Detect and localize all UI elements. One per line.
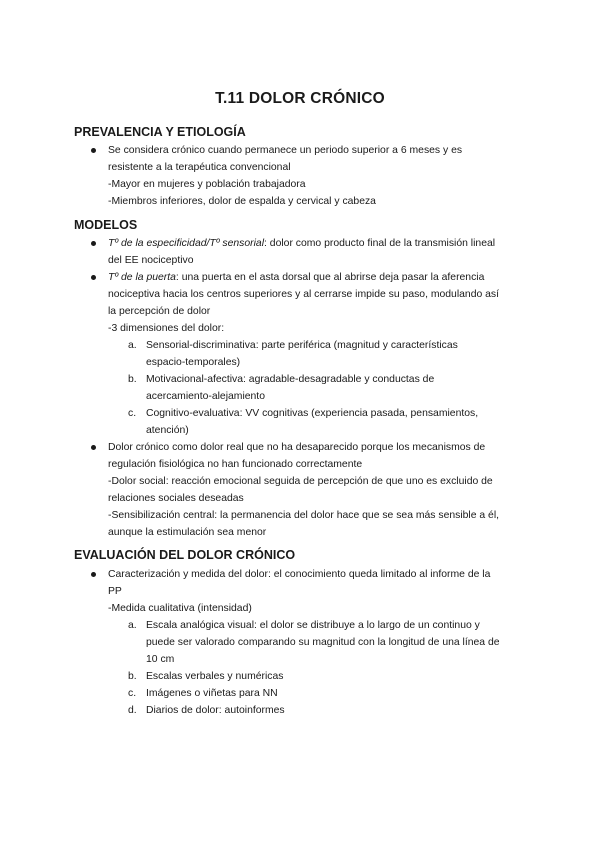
bullet-dolor-cronico: Dolor crónico como dolor real que no ha desaparecido porque los mecanismos de — [108, 439, 485, 456]
dim-c-marker: c. — [128, 408, 137, 419]
eval-b-line-1: Escalas verbales y numéricas — [146, 671, 284, 682]
eval-a-marker: a. — [128, 620, 137, 631]
dolor-social-line-1: -Dolor social: reacción emocional seguida de percepción de que uno es excluido de — [108, 476, 493, 487]
sensibilizacion-line-2: aunque la estimulación sea menor — [108, 527, 267, 538]
heading-modelos: MODELOS — [74, 218, 138, 232]
medida-cualitativa-label: -Medida cualitativa (intensidad) — [108, 603, 252, 614]
eval-a-line-2: puede ser valorado comparando su magnitud con la longitud de una línea de — [146, 637, 500, 648]
eval-b-marker: b. — [128, 671, 137, 682]
bullet-prevalencia-line-1: Se considera crónico cuando permanece un periodo superior a 6 meses y es — [108, 142, 462, 159]
eval-d-line-1: Diarios de dolor: autoinformes — [146, 705, 285, 716]
dimensiones-label: -3 dimensiones del dolor: — [108, 323, 225, 334]
eval-a-line-1: Escala analógica visual: el dolor se distribuye a lo largo de un continuo y — [146, 620, 480, 631]
dolor-cronico-line-2: regulación fisiológica no han funcionado correctamente — [108, 459, 363, 470]
dim-c-line-1: Cognitivo-evaluativa: VV cognitivas (experiencia pasada, pensamientos, — [146, 408, 479, 419]
especificidad-term: Tº de la especificidad/Tº sensorial — [108, 238, 265, 249]
dim-a-line-2: espacio-temporales) — [146, 357, 241, 368]
page-title: T.11 DOLOR CRÓNICO — [215, 90, 385, 107]
bullet-prevalencia-line-2: resistente a la terapéutica convencional — [108, 162, 291, 173]
dim-b-line-2: acercamiento-alejamiento — [146, 391, 265, 402]
especificidad-line-2: del EE nociceptivo — [108, 255, 194, 266]
puerta-line-2: nociceptiva hacia los centros superiores y al cerrarse impide su paso, modulando así — [108, 289, 500, 300]
dim-c-line-2: atención) — [146, 425, 189, 436]
dim-a-marker: a. — [128, 340, 137, 351]
eval-d-marker: d. — [128, 705, 137, 716]
bullet-caracterizacion: Caracterización y medida del dolor: el conocimiento queda limitado al informe de la — [108, 566, 490, 583]
puerta-text: : una puerta en el asta dorsal que al abrirse deja pasar la aferencia — [175, 272, 485, 283]
dolor-social-line-2: relaciones sociales deseadas — [108, 493, 244, 504]
eval-c-line-1: Imágenes o viñetas para NN — [146, 688, 278, 699]
especificidad-text: : dolor como producto final de la transmisión lineal — [264, 238, 496, 249]
eval-a-line-3: 10 cm — [146, 654, 175, 665]
puerta-term: Tº de la puerta — [108, 272, 176, 283]
eval-c-marker: c. — [128, 688, 137, 699]
bullet-puerta — [108, 269, 484, 286]
bullet-especificidad — [108, 235, 495, 252]
sub-miembros: -Miembros inferiores, dolor de espalda y cervical y cabeza — [108, 196, 376, 207]
dim-b-marker: b. — [128, 374, 137, 385]
caracterizacion-line-2: PP — [108, 586, 122, 597]
puerta-line-3: la percepción de dolor — [108, 306, 211, 317]
sub-mujeres: -Mayor en mujeres y población trabajadora — [108, 179, 306, 190]
sensibilizacion-line-1: -Sensibilización central: la permanencia del dolor hace que se sea más sensible a él, — [108, 510, 500, 521]
dim-a-line-1: Sensorial-discriminativa: parte periférica (magnitud y características — [146, 340, 458, 351]
heading-evaluacion: EVALUACIÓN DEL DOLOR CRÓNICO — [74, 548, 296, 562]
heading-prevalencia: PREVALENCIA Y ETIOLOGÍA — [74, 125, 246, 139]
dim-b-line-1: Motivacional-afectiva: agradable-desagradable y conductas de — [146, 374, 435, 385]
